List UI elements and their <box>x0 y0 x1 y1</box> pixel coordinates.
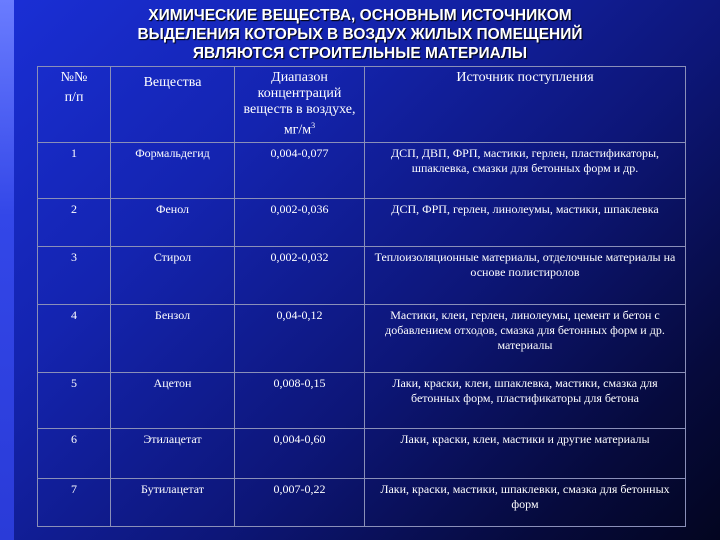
cell-substance: Ацетон <box>111 372 235 428</box>
cell-range: 0,004-0,60 <box>235 428 365 478</box>
cell-source: Лаки, краски, мастики, шпаклевки, смазка для бетонных форм <box>365 478 686 526</box>
cell-source: Мастики, клеи, герлен, линолеумы, цемент и бетон с добавлением отходов, смазка для бетонных форм и др. материалы <box>365 304 686 372</box>
cell-substance: Этилацетат <box>111 428 235 478</box>
header-range-superscript: 3 <box>311 121 316 130</box>
cell-substance: Формальдегид <box>111 142 235 198</box>
cell-number: 7 <box>38 478 111 526</box>
table-row <box>38 372 686 428</box>
header-source: Источник поступления <box>365 67 686 143</box>
table-row <box>38 428 686 478</box>
cell-source: Лаки, краски, клеи, шпаклевка, мастики, смазка для бетонных форм, пластификаторы для бетона <box>365 372 686 428</box>
slide-title <box>60 6 660 63</box>
cell-range: 0,002-0,032 <box>235 246 365 304</box>
table-row <box>38 198 686 246</box>
cell-range: 0,002-0,036 <box>235 198 365 246</box>
cell-source: ДСП, ДВП, ФРП, мастики, герлен, пластификаторы, шпаклевка, смазки для бетонных форм и др. <box>365 142 686 198</box>
cell-number: 5 <box>38 372 111 428</box>
header-number-line1: №№ <box>60 70 88 85</box>
header-number <box>38 67 111 143</box>
cell-range: 0,004-0,077 <box>235 142 365 198</box>
table-row <box>38 304 686 372</box>
cell-number: 1 <box>38 142 111 198</box>
cell-substance: Бутилацетат <box>111 478 235 526</box>
cell-source: ДСП, ФРП, герлен, линолеумы, мастики, шпаклевка <box>365 198 686 246</box>
cell-range: 0,04-0,12 <box>235 304 365 372</box>
table-header-row <box>38 67 686 143</box>
cell-number: 3 <box>38 246 111 304</box>
cell-substance: Стирол <box>111 246 235 304</box>
header-substance: Вещества <box>111 67 235 143</box>
header-number-line2: п/п <box>64 90 84 105</box>
substances-table <box>37 66 686 527</box>
cell-substance: Бензол <box>111 304 235 372</box>
table-row <box>38 478 686 526</box>
cell-source: Лаки, краски, клеи, мастики и другие материалы <box>365 428 686 478</box>
title-line-1: ХИМИЧЕСКИЕ ВЕЩЕСТВА, ОСНОВНЫМ ИСТОЧНИКОМ <box>148 7 572 24</box>
cell-source: Теплоизоляционные материалы, отделочные материалы на основе полистиролов <box>365 246 686 304</box>
header-range-text: Диапазон концентраций веществ в воздухе, мг/м <box>243 70 356 138</box>
slide-accent-bar <box>0 0 14 540</box>
cell-number: 4 <box>38 304 111 372</box>
table-row <box>38 142 686 198</box>
cell-substance: Фенол <box>111 198 235 246</box>
cell-number: 6 <box>38 428 111 478</box>
header-range <box>235 67 365 143</box>
title-line-3: ЯВЛЯЮТСЯ СТРОИТЕЛЬНЫЕ МАТЕРИАЛЫ <box>192 45 528 62</box>
cell-range: 0,008-0,15 <box>235 372 365 428</box>
table-row <box>38 246 686 304</box>
cell-number: 2 <box>38 198 111 246</box>
title-line-2: ВЫДЕЛЕНИЯ КОТОРЫХ В ВОЗДУХ ЖИЛЫХ ПОМЕЩЕНИЙ <box>137 26 583 43</box>
cell-range: 0,007-0,22 <box>235 478 365 526</box>
